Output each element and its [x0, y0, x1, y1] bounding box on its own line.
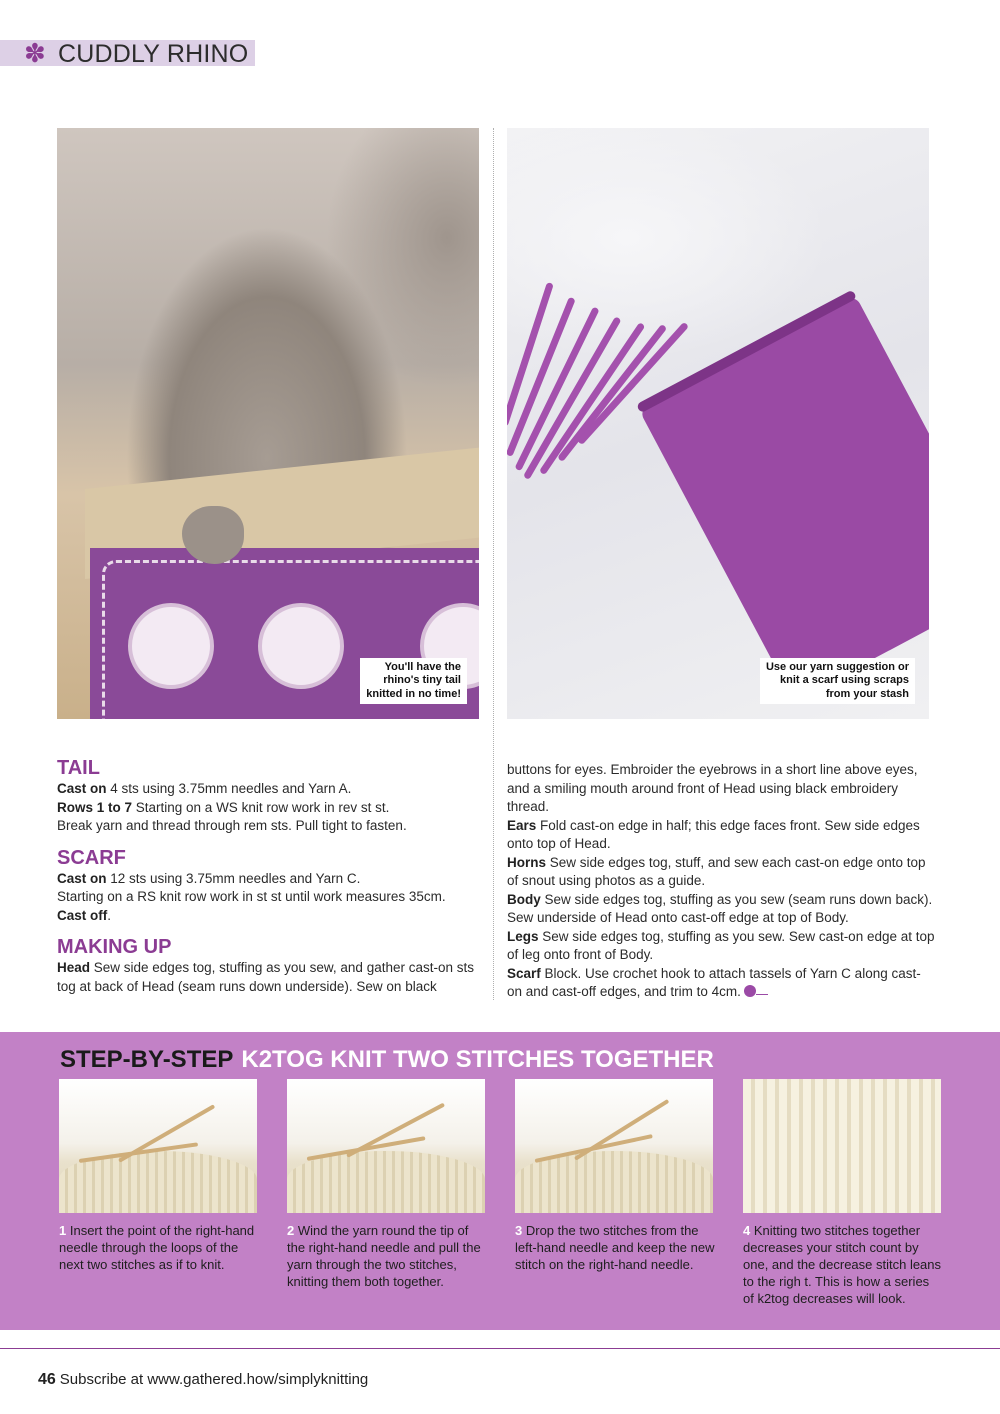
photo-caption-scarf: Use our yarn suggestion or knit a scarf using scraps from your stash — [760, 658, 915, 705]
scarf-heading: SCARF — [57, 846, 126, 869]
yarn-ball-icon — [744, 985, 756, 997]
step-by-step-heading: STEP-BY-STEP K2TOG KNIT TWO STITCHES TOGETHER — [60, 1046, 714, 1073]
knitted-scarf — [639, 295, 929, 701]
column-divider — [493, 128, 494, 1000]
footer-rule — [0, 1348, 1000, 1349]
instruction-scarf: Scarf Block. Use crochet hook to attach tassels of Yarn C along cast-on and cast-off edges, and trim to 4cm. — [507, 965, 921, 999]
section-header — [0, 40, 255, 66]
tail-heading: TAIL — [57, 757, 100, 779]
step-3-text: 3 Drop the two stitches from the left-hand needle and keep the new stitch on the right-hand needle. — [515, 1223, 715, 1272]
step-1-photo — [59, 1079, 257, 1213]
left-column — [57, 756, 477, 1006]
flower-icon: ✽ — [24, 38, 46, 68]
step-2-text: 2 Wind the yarn round the tip of the right-hand needle and pull the yarn through the two stitches, knitting them both together. — [287, 1223, 481, 1289]
scarf-photo — [507, 128, 929, 719]
step-3-photo — [515, 1079, 713, 1213]
instruction-body: Body Sew side edges tog, stuffing as you sew (seam runs down back). Sew underside of Head onto cast-off edge at top of Body. — [507, 891, 933, 925]
making-up-heading: MAKING UP — [57, 936, 172, 958]
tail-section: TAIL Cast on 4 sts using 3.75mm needles and Yarn A. Rows 1 to 7 Starting on a WS knit row work in rev st st. Break yarn and thread through rem sts. Pull tight to fasten. — [57, 756, 477, 836]
page-title: CUDDLY RHINO — [58, 40, 249, 68]
making-up-continued: buttons for eyes. Embroider the eyebrows in a short line above eyes, and a smiling mouth around front of Head using black embroidery thread. — [507, 762, 918, 814]
step-4-text: 4 Knitting two stitches together decreases your stitch count by one, and the decrease stitch leans to the righ t. This is how a series of k2tog decreases will look. — [743, 1223, 942, 1306]
right-column — [507, 761, 935, 1002]
instruction-horns: Horns Sew side edges tog, stuff, and sew each cast-on edge onto top of snout using photos as a guide. — [507, 854, 926, 888]
photo-caption-tail: You'll have the rhino's tiny tail knitted in no time! — [360, 658, 467, 705]
step-by-step-panel — [0, 1032, 1000, 1330]
instruction-ears: Ears Fold cast-on edge in half; this edge faces front. Sew side edges onto top of Head. — [507, 817, 920, 851]
rhino-tail — [182, 506, 244, 564]
step-4-photo — [743, 1079, 941, 1213]
scarf-section: SCARF Cast on 12 sts using 3.75mm needles and Yarn C. Starting on a RS knit row work in st st until work measures 35cm. Cast off. — [57, 846, 477, 926]
instruction-legs: Legs Sew side edges tog, stuffing as you sew. Sew cast-on edge at top of leg onto front of Body. — [507, 928, 935, 962]
step-2-photo — [287, 1079, 485, 1213]
step-1-text: 1 Insert the point of the right-hand needle through the loops of the next two stitches as if to knit. — [59, 1223, 255, 1272]
page-number: 46 — [38, 1371, 56, 1388]
page-footer — [38, 1370, 368, 1390]
subscribe-text: Subscribe at www.gathered.how/simplyknitting — [59, 1371, 369, 1388]
making-up-section: MAKING UP Head Sew side edges tog, stuffing as you sew, and gather cast-on sts tog at back of Head (seam runs down underside). Sew on black — [57, 935, 477, 996]
rhino-tail-photo — [57, 128, 479, 719]
